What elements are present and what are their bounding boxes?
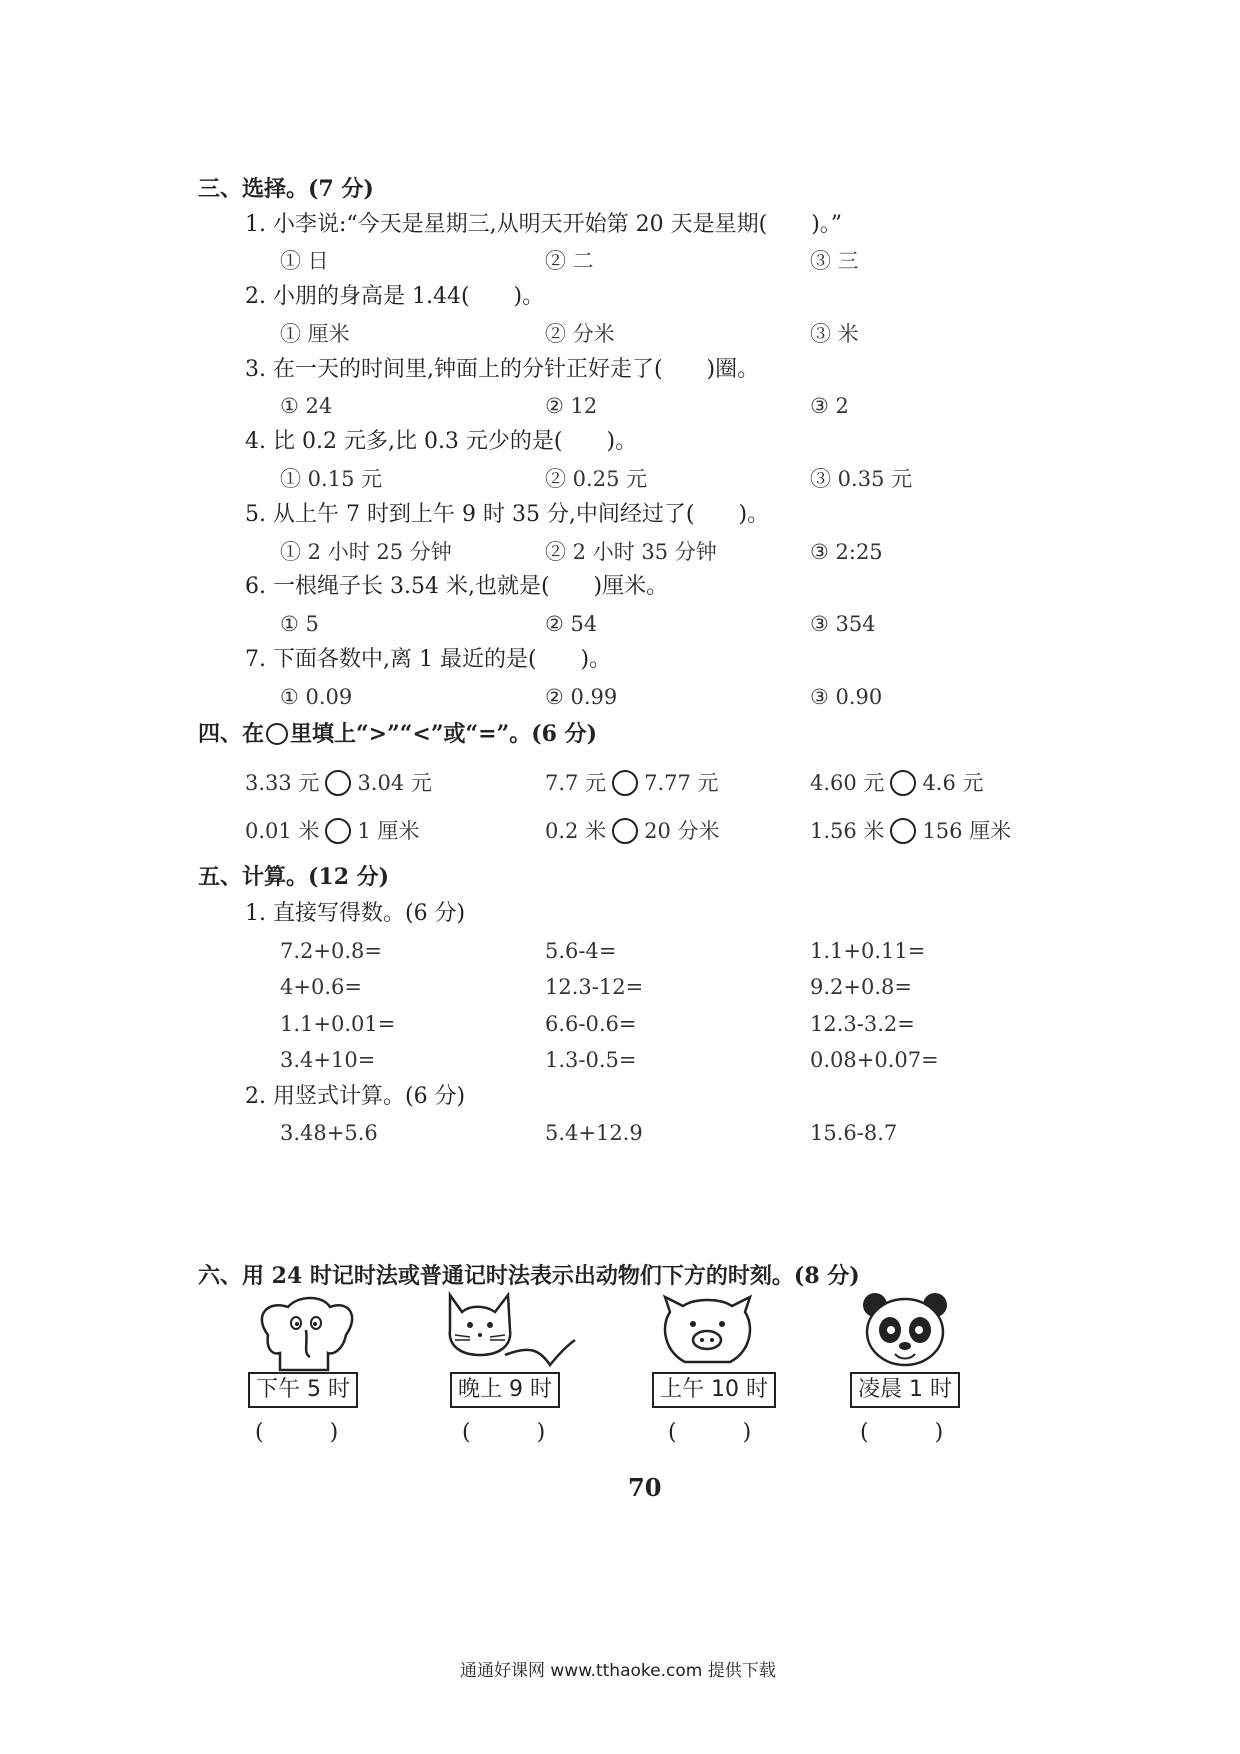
calc-item: 12.3-12= bbox=[545, 975, 644, 999]
answer-blank[interactable]: ( ) bbox=[668, 1420, 752, 1445]
compare-left: 7.7 元 bbox=[545, 771, 607, 795]
q6-option-b: ② 54 bbox=[545, 612, 598, 636]
vertical-calc-item: 5.4+12.9 bbox=[545, 1121, 643, 1145]
page-number: 70 bbox=[628, 1473, 662, 1502]
answer-blank[interactable]: ( ) bbox=[255, 1420, 339, 1445]
compare-left: 1.56 米 bbox=[810, 819, 885, 843]
compare-left: 4.60 元 bbox=[810, 771, 885, 795]
compare-right: 4.6 元 bbox=[922, 771, 984, 795]
compare-item bbox=[545, 815, 719, 847]
q4-option-b: ② 0.25 元 bbox=[545, 467, 648, 491]
vertical-calc-item: 3.48+5.6 bbox=[280, 1121, 378, 1145]
calc-item: 1.3-0.5= bbox=[545, 1048, 637, 1072]
question-7: 7. 下面各数中,离 1 最近的是( )。 bbox=[245, 647, 612, 672]
answer-circle[interactable] bbox=[325, 770, 351, 796]
section4-heading bbox=[198, 720, 597, 748]
question-1: 1. 小李说:“今天是星期三,从明天开始第 20 天是星期( )。” bbox=[245, 212, 843, 237]
compare-item bbox=[545, 767, 719, 799]
q2-option-c: ③ 米 bbox=[810, 322, 859, 346]
q7-option-a: ① 0.09 bbox=[280, 685, 353, 709]
q6-option-c: ③ 354 bbox=[810, 612, 876, 636]
section5-part2-title: 2. 用竖式计算。(6 分) bbox=[245, 1084, 466, 1109]
answer-circle[interactable] bbox=[612, 818, 638, 844]
q5-option-c: ③ 2:25 bbox=[810, 540, 883, 564]
q1-option-c: ③ 三 bbox=[810, 249, 859, 273]
compare-item bbox=[810, 815, 1011, 847]
section6-heading: 六、用 24 时记时法或普通记时法表示出动物们下方的时刻。(8 分) bbox=[198, 1263, 860, 1289]
compare-right: 7.77 元 bbox=[644, 771, 719, 795]
answer-circle[interactable] bbox=[612, 770, 638, 796]
q3-option-a: ① 24 bbox=[280, 394, 333, 418]
calc-item: 12.3-3.2= bbox=[810, 1012, 915, 1036]
q5-option-b: ② 2 小时 35 分钟 bbox=[545, 540, 717, 564]
q4-option-a: ① 0.15 元 bbox=[280, 467, 383, 491]
q7-option-b: ② 0.99 bbox=[545, 685, 618, 709]
calc-item: 5.6-4= bbox=[545, 939, 617, 963]
compare-item bbox=[810, 767, 984, 799]
compare-right: 1 厘米 bbox=[357, 819, 420, 843]
section3-heading: 三、选择。(7 分) bbox=[198, 176, 374, 202]
vertical-calc-item: 15.6-8.7 bbox=[810, 1121, 898, 1145]
animal-time-label: 下午 5 时 bbox=[248, 1372, 358, 1408]
calc-item: 1.1+0.11= bbox=[810, 939, 926, 963]
cat-icon bbox=[440, 1290, 580, 1380]
answer-blank[interactable]: ( ) bbox=[462, 1420, 546, 1445]
q6-option-a: ① 5 bbox=[280, 612, 319, 636]
question-3: 3. 在一天的时间里,钟面上的分针正好走了( )圈。 bbox=[245, 357, 760, 382]
animal-time-label: 晚上 9 时 bbox=[450, 1372, 560, 1408]
compare-left: 0.01 米 bbox=[245, 819, 320, 843]
compare-left: 0.2 米 bbox=[545, 819, 607, 843]
animal-time-label: 上午 10 时 bbox=[652, 1372, 776, 1408]
answer-circle[interactable] bbox=[890, 818, 916, 844]
calc-item: 6.6-0.6= bbox=[545, 1012, 637, 1036]
section5-part1-title: 1. 直接写得数。(6 分) bbox=[245, 901, 466, 926]
answer-circle[interactable] bbox=[890, 770, 916, 796]
compare-right: 156 厘米 bbox=[922, 819, 1012, 843]
footer-text: 通通好课网 www.tthaoke.com 提供下载 bbox=[460, 1661, 776, 1681]
compare-left: 3.33 元 bbox=[245, 771, 320, 795]
question-5: 5. 从上午 7 时到上午 9 时 35 分,中间经过了( )。 bbox=[245, 502, 770, 527]
q2-option-a: ① 厘米 bbox=[280, 322, 350, 346]
calc-item: 1.1+0.01= bbox=[280, 1012, 396, 1036]
compare-right: 20 分米 bbox=[644, 819, 720, 843]
panda-icon bbox=[855, 1290, 955, 1375]
answer-blank[interactable]: ( ) bbox=[860, 1420, 944, 1445]
q4-option-c: ③ 0.35 元 bbox=[810, 467, 913, 491]
calc-item: 9.2+0.8= bbox=[810, 975, 912, 999]
q5-option-a: ① 2 小时 25 分钟 bbox=[280, 540, 452, 564]
question-4: 4. 比 0.2 元多,比 0.3 元少的是( )。 bbox=[245, 429, 638, 454]
compare-item bbox=[245, 767, 432, 799]
animal-time-label: 凌晨 1 时 bbox=[850, 1372, 960, 1408]
circle-icon bbox=[266, 723, 288, 745]
elephant-icon bbox=[248, 1295, 363, 1375]
calc-item: 4+0.6= bbox=[280, 975, 362, 999]
compare-right: 3.04 元 bbox=[357, 771, 432, 795]
calc-item: 0.08+0.07= bbox=[810, 1048, 939, 1072]
question-6: 6. 一根绳子长 3.54 米,也就是( )厘米。 bbox=[245, 574, 669, 599]
q3-option-c: ③ 2 bbox=[810, 394, 849, 418]
section4-heading-pre: 四、在 bbox=[198, 721, 265, 747]
calc-item: 3.4+10= bbox=[280, 1048, 376, 1072]
calc-item: 7.2+0.8= bbox=[280, 939, 382, 963]
pig-icon bbox=[655, 1292, 760, 1374]
compare-item bbox=[245, 815, 419, 847]
section4-heading-post: 里填上“>”“<”或“=”。(6 分) bbox=[290, 721, 598, 747]
q3-option-b: ② 12 bbox=[545, 394, 598, 418]
section5-heading: 五、计算。(12 分) bbox=[198, 864, 390, 890]
q2-option-b: ② 分米 bbox=[545, 322, 615, 346]
q1-option-b: ② 二 bbox=[545, 249, 594, 273]
q7-option-c: ③ 0.90 bbox=[810, 685, 883, 709]
answer-circle[interactable] bbox=[325, 818, 351, 844]
question-2: 2. 小朋的身高是 1.44( )。 bbox=[245, 284, 545, 309]
q1-option-a: ① 日 bbox=[280, 249, 329, 273]
